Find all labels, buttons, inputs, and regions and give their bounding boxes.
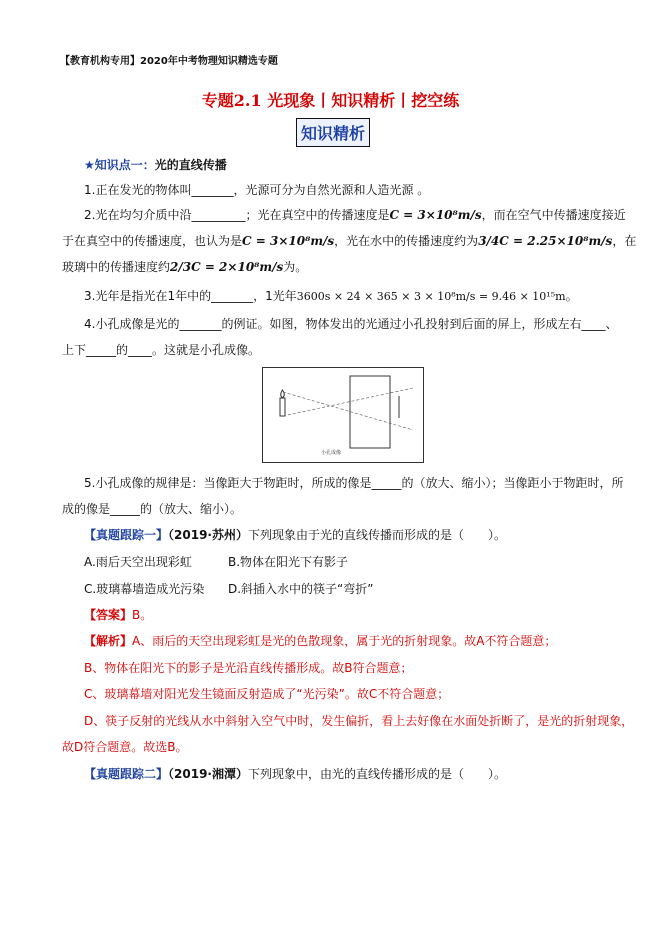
p3-text-a: 3.光年是指光在1年中的_______，1光年 — [84, 289, 297, 303]
p2-text-h: 为。 — [283, 260, 308, 274]
header-note: 【教育机构专用】2020年中考物理知识精选专题 — [60, 56, 278, 67]
pinhole-board — [350, 376, 390, 448]
answer-value: B。 — [132, 608, 153, 622]
question-1-tag: 【真题跟踪一】 — [84, 528, 169, 542]
formula-light-speed-air: C = 3×10⁸m/s — [242, 234, 335, 248]
paragraph-2-line-3 — [62, 258, 307, 276]
paragraph-5-line-1: 5.小孔成像的规律是：当像距大于物距时，所成的像是_____的（放大、缩小）；当像距小于物距时，所 — [84, 476, 624, 490]
question-2-tag: 【真题跟踪二】 — [84, 767, 169, 781]
analysis-line-2: B、物体在阳光下的影子是光沿直线传播形成。故B符合题意； — [84, 661, 413, 675]
light-ray-top — [283, 392, 413, 430]
candle-shape — [280, 398, 285, 416]
option-a: A.雨后天空出现彩虹 — [84, 555, 192, 569]
p3-text-b: 。 — [565, 289, 578, 303]
figure-caption: 小孔成像 — [321, 450, 342, 456]
flame-shape — [281, 390, 285, 398]
option-b: B.物体在阳光下有影子 — [228, 555, 349, 569]
question-2-source: （2019·湘潭） — [168, 767, 248, 781]
paragraph-2-line-1 — [84, 206, 626, 224]
pinhole-camera-figure — [262, 367, 424, 463]
knowledge-point-label: 知识点一： — [94, 158, 155, 172]
formula-light-speed-glass: 2/3C = 2×10⁸m/s — [170, 260, 284, 274]
answer — [84, 606, 152, 624]
question-1 — [84, 526, 506, 544]
star-icon: ★ — [84, 158, 95, 172]
analysis-text-1: A、雨后的天空出现彩虹是光的色散现象，属于光的折射现象。故A不符合题意； — [132, 634, 557, 648]
formula-light-speed-water: 3/4C = 2.25×10⁸m/s — [478, 234, 613, 248]
knowledge-point-title: 光的直线传播 — [154, 158, 227, 172]
option-c: C.玻璃幕墙造成光污染 — [84, 582, 205, 596]
question-1-text: 下列现象由于光的直线传播而形成的是（ ）。 — [247, 528, 506, 542]
paragraph-4-line-2: 上下_____的____。这就是小孔成像。 — [62, 343, 261, 357]
knowledge-point-heading — [84, 156, 227, 173]
paragraph-4-line-1: 4.小孔成像是光的_______的例证。如图，物体发出的光通过小孔投射到后面的屏上，形成左右____、 — [84, 317, 618, 331]
question-2-text: 下列现象中，由光的直线传播形成的是（ ）。 — [247, 767, 506, 781]
pinhole-diagram — [263, 368, 423, 462]
p2-text-e: ，在 — [612, 234, 637, 248]
formula-light-speed-vacuum: C = 3×10⁸m/s — [389, 208, 482, 222]
answer-label: 【答案】 — [84, 608, 133, 622]
paragraph-5-line-2: 成的像是_____的（放大、缩小）。 — [62, 502, 243, 516]
p2-text-a: 2.光在均匀介质中沿_________；光在真空中的传播速度是 — [84, 208, 390, 222]
analysis-line-5: 故D符合题意。故选B。 — [62, 740, 188, 754]
analysis-line-4: D、筷子反射的光线从水中斜射入空气中时，发生偏折，看上去好像在水面处折断了，是光的折射现象， — [84, 714, 634, 728]
section-title: 知识精析 — [296, 118, 370, 147]
analysis-label: 【解析】 — [84, 634, 133, 648]
question-2 — [84, 765, 506, 783]
p2-text-b: ，而在空气中传播速度接近 — [481, 208, 626, 222]
paragraph-2-line-2 — [62, 232, 636, 250]
light-year-formula: 3600s × 24 × 365 × 3 × 10⁸m/s = 9.46 × 10¹⁵m — [296, 290, 566, 303]
question-1-source: （2019·苏州） — [168, 528, 248, 542]
p2-text-g: 玻璃中的传播速度约 — [62, 260, 171, 274]
paragraph-3 — [84, 287, 578, 306]
analysis-line-1 — [84, 632, 556, 650]
p2-text-c: 于在真空中的传播速度，也认为是 — [62, 234, 243, 248]
analysis-line-3: C、玻璃幕墙对阳光发生镜面反射造成了“光污染”。故C不符合题意； — [84, 687, 450, 701]
page-title: 专题2.1 光现象丨知识精析丨挖空练 — [201, 91, 460, 110]
light-ray-bottom — [283, 388, 413, 416]
p2-text-d: ，光在水中的传播速度约为 — [334, 234, 479, 248]
option-d: D.斜插入水中的筷子“弯折” — [228, 582, 374, 596]
paragraph-1: 1.正在发光的物体叫_______，光源可分为自然光源和人造光源 。 — [84, 183, 430, 197]
